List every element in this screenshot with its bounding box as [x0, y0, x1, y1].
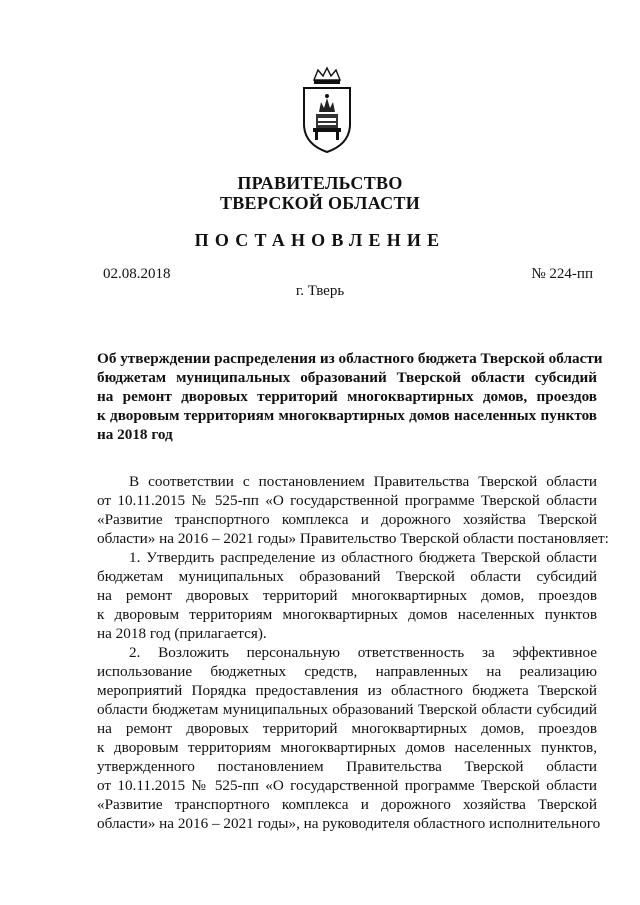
body-line: области» на 2016 – 2021 годы», на руководителя областного исполнительного [97, 815, 601, 832]
body-line: «Развитие транспортного комплекса и дорожного хозяйства Тверской [97, 511, 597, 528]
body-line: В соответствии с постановлением Правительства Тверской области [129, 473, 597, 490]
body-line: 2. Возложить персональную ответственность за эффективное [129, 644, 597, 661]
body-line: использование бюджетных средств, направленных на реализацию [97, 663, 597, 680]
title-line: Об утверждении распределения из областного бюджета Тверской области [97, 350, 603, 367]
document-type-heading: ПОСТАНОВЛЕНИЕ [194, 230, 446, 250]
body-line: на 2018 год (прилагается). [97, 625, 267, 642]
body-line: утвержденного постановлением Правительства Тверской области [97, 758, 597, 775]
document-date: 02.08.2018 [103, 266, 171, 282]
coat-of-arms-emblem [296, 66, 358, 154]
body-line: на ремонт дворовых территорий многоквартирных домов, проездов [97, 720, 597, 737]
body-line: 1. Утвердить распределение из областного бюджета Тверской области [129, 549, 597, 566]
title-line: на ремонт дворовых территорий многоквартирных домов, проездов [97, 388, 597, 405]
body-line: к дворовым территориям многоквартирных домов населенных пунктов [97, 606, 597, 623]
document-city: г. Тверь [295, 283, 345, 299]
body-line: к дворовым территориям многоквартирных домов населенных пунктов, [97, 739, 597, 756]
body-line: области» на 2016 – 2021 годы» Правительство Тверской области постановляет: [97, 530, 609, 547]
government-name-line2: ТВЕРСКОЙ ОБЛАСТИ [219, 193, 421, 213]
title-line: бюджетам муниципальных образований Тверской области субсидий [97, 369, 597, 386]
title-line: на 2018 год [97, 426, 173, 443]
body-line: «Развитие транспортного комплекса и дорожного хозяйства Тверской [97, 796, 597, 813]
government-name-line1: ПРАВИТЕЛЬСТВО [237, 173, 403, 193]
body-line: области бюджетам муниципальных образований Тверской области субсидий [97, 701, 597, 718]
body-line: от 10.11.2015 № 525-пп «О государственной программе Тверской области [97, 777, 597, 794]
document-number: № 224-пп [531, 266, 593, 282]
title-line: к дворовым территориям многоквартирных домов населенных пунктов [97, 407, 597, 424]
body-line: бюджетам муниципальных образований Тверской области субсидий [97, 568, 597, 585]
body-line: мероприятий Порядка предоставления из областного бюджета Тверской [97, 682, 597, 699]
body-line: от 10.11.2015 № 525-пп «О государственной программе Тверской области [97, 492, 597, 509]
body-line: на ремонт дворовых территорий многоквартирных домов, проездов [97, 587, 597, 604]
